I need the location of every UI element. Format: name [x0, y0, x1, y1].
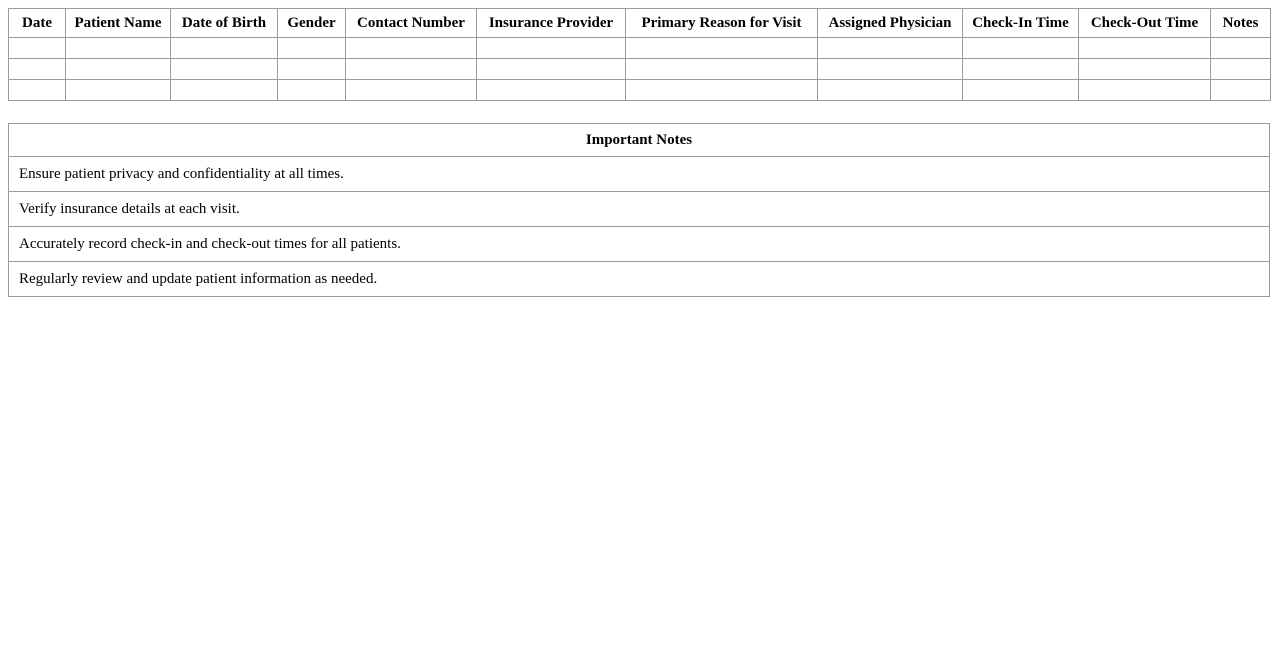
- list-item: [9, 157, 1270, 192]
- column-header-check-in-time: Check-In Time: [963, 9, 1079, 38]
- column-header-contact-number: Contact Number: [346, 9, 477, 38]
- cell-assigned-physician[interactable]: [818, 38, 963, 59]
- list-item: [9, 227, 1270, 262]
- cell-date[interactable]: [9, 80, 66, 101]
- cell-patient-name[interactable]: [66, 80, 171, 101]
- note-text: Accurately record check-in and check-out times for all patients.: [9, 227, 1270, 262]
- list-item: [9, 262, 1270, 297]
- cell-gender[interactable]: [278, 38, 346, 59]
- notes-header-row: [9, 124, 1270, 157]
- column-header-patient-name: Patient Name: [66, 9, 171, 38]
- cell-insurance-provider[interactable]: [477, 38, 626, 59]
- cell-check-out-time[interactable]: [1079, 38, 1211, 59]
- column-header-assigned-physician: Assigned Physician: [818, 9, 963, 38]
- cell-contact-number[interactable]: [346, 38, 477, 59]
- cell-notes[interactable]: [1211, 59, 1271, 80]
- list-item: [9, 192, 1270, 227]
- column-header-primary-reason-for-visit: Primary Reason for Visit: [626, 9, 818, 38]
- note-text: Regularly review and update patient information as needed.: [9, 262, 1270, 297]
- column-header-notes: Notes: [1211, 9, 1271, 38]
- cell-check-out-time[interactable]: [1079, 80, 1211, 101]
- cell-patient-name[interactable]: [66, 59, 171, 80]
- cell-assigned-physician[interactable]: [818, 59, 963, 80]
- column-header-date-of-birth: Date of Birth: [171, 9, 278, 38]
- document-page: [0, 0, 1278, 297]
- cell-primary-reason-for-visit[interactable]: [626, 38, 818, 59]
- cell-date-of-birth[interactable]: [171, 80, 278, 101]
- table-row[interactable]: [9, 38, 1271, 59]
- cell-notes[interactable]: [1211, 38, 1271, 59]
- cell-check-in-time[interactable]: [963, 38, 1079, 59]
- cell-gender[interactable]: [278, 80, 346, 101]
- cell-date[interactable]: [9, 59, 66, 80]
- table-row[interactable]: [9, 80, 1271, 101]
- cell-date[interactable]: [9, 38, 66, 59]
- cell-check-in-time[interactable]: [963, 59, 1079, 80]
- note-text: Verify insurance details at each visit.: [9, 192, 1270, 227]
- cell-assigned-physician[interactable]: [818, 80, 963, 101]
- cell-primary-reason-for-visit[interactable]: [626, 80, 818, 101]
- note-text: Ensure patient privacy and confidentiality at all times.: [9, 157, 1270, 192]
- column-header-check-out-time: Check-Out Time: [1079, 9, 1211, 38]
- cell-contact-number[interactable]: [346, 59, 477, 80]
- cell-date-of-birth[interactable]: [171, 38, 278, 59]
- table-row[interactable]: [9, 59, 1271, 80]
- cell-insurance-provider[interactable]: [477, 59, 626, 80]
- column-header-insurance-provider: Insurance Provider: [477, 9, 626, 38]
- cell-contact-number[interactable]: [346, 80, 477, 101]
- cell-check-in-time[interactable]: [963, 80, 1079, 101]
- cell-check-out-time[interactable]: [1079, 59, 1211, 80]
- column-header-date: Date: [9, 9, 66, 38]
- cell-primary-reason-for-visit[interactable]: [626, 59, 818, 80]
- cell-gender[interactable]: [278, 59, 346, 80]
- section-spacer: [8, 101, 1270, 123]
- cell-insurance-provider[interactable]: [477, 80, 626, 101]
- important-notes-table: [8, 123, 1270, 297]
- column-header-gender: Gender: [278, 9, 346, 38]
- patient-log-table: [8, 8, 1271, 101]
- cell-patient-name[interactable]: [66, 38, 171, 59]
- table-header-row: [9, 9, 1271, 38]
- cell-date-of-birth[interactable]: [171, 59, 278, 80]
- cell-notes[interactable]: [1211, 80, 1271, 101]
- notes-title: Important Notes: [9, 124, 1270, 157]
